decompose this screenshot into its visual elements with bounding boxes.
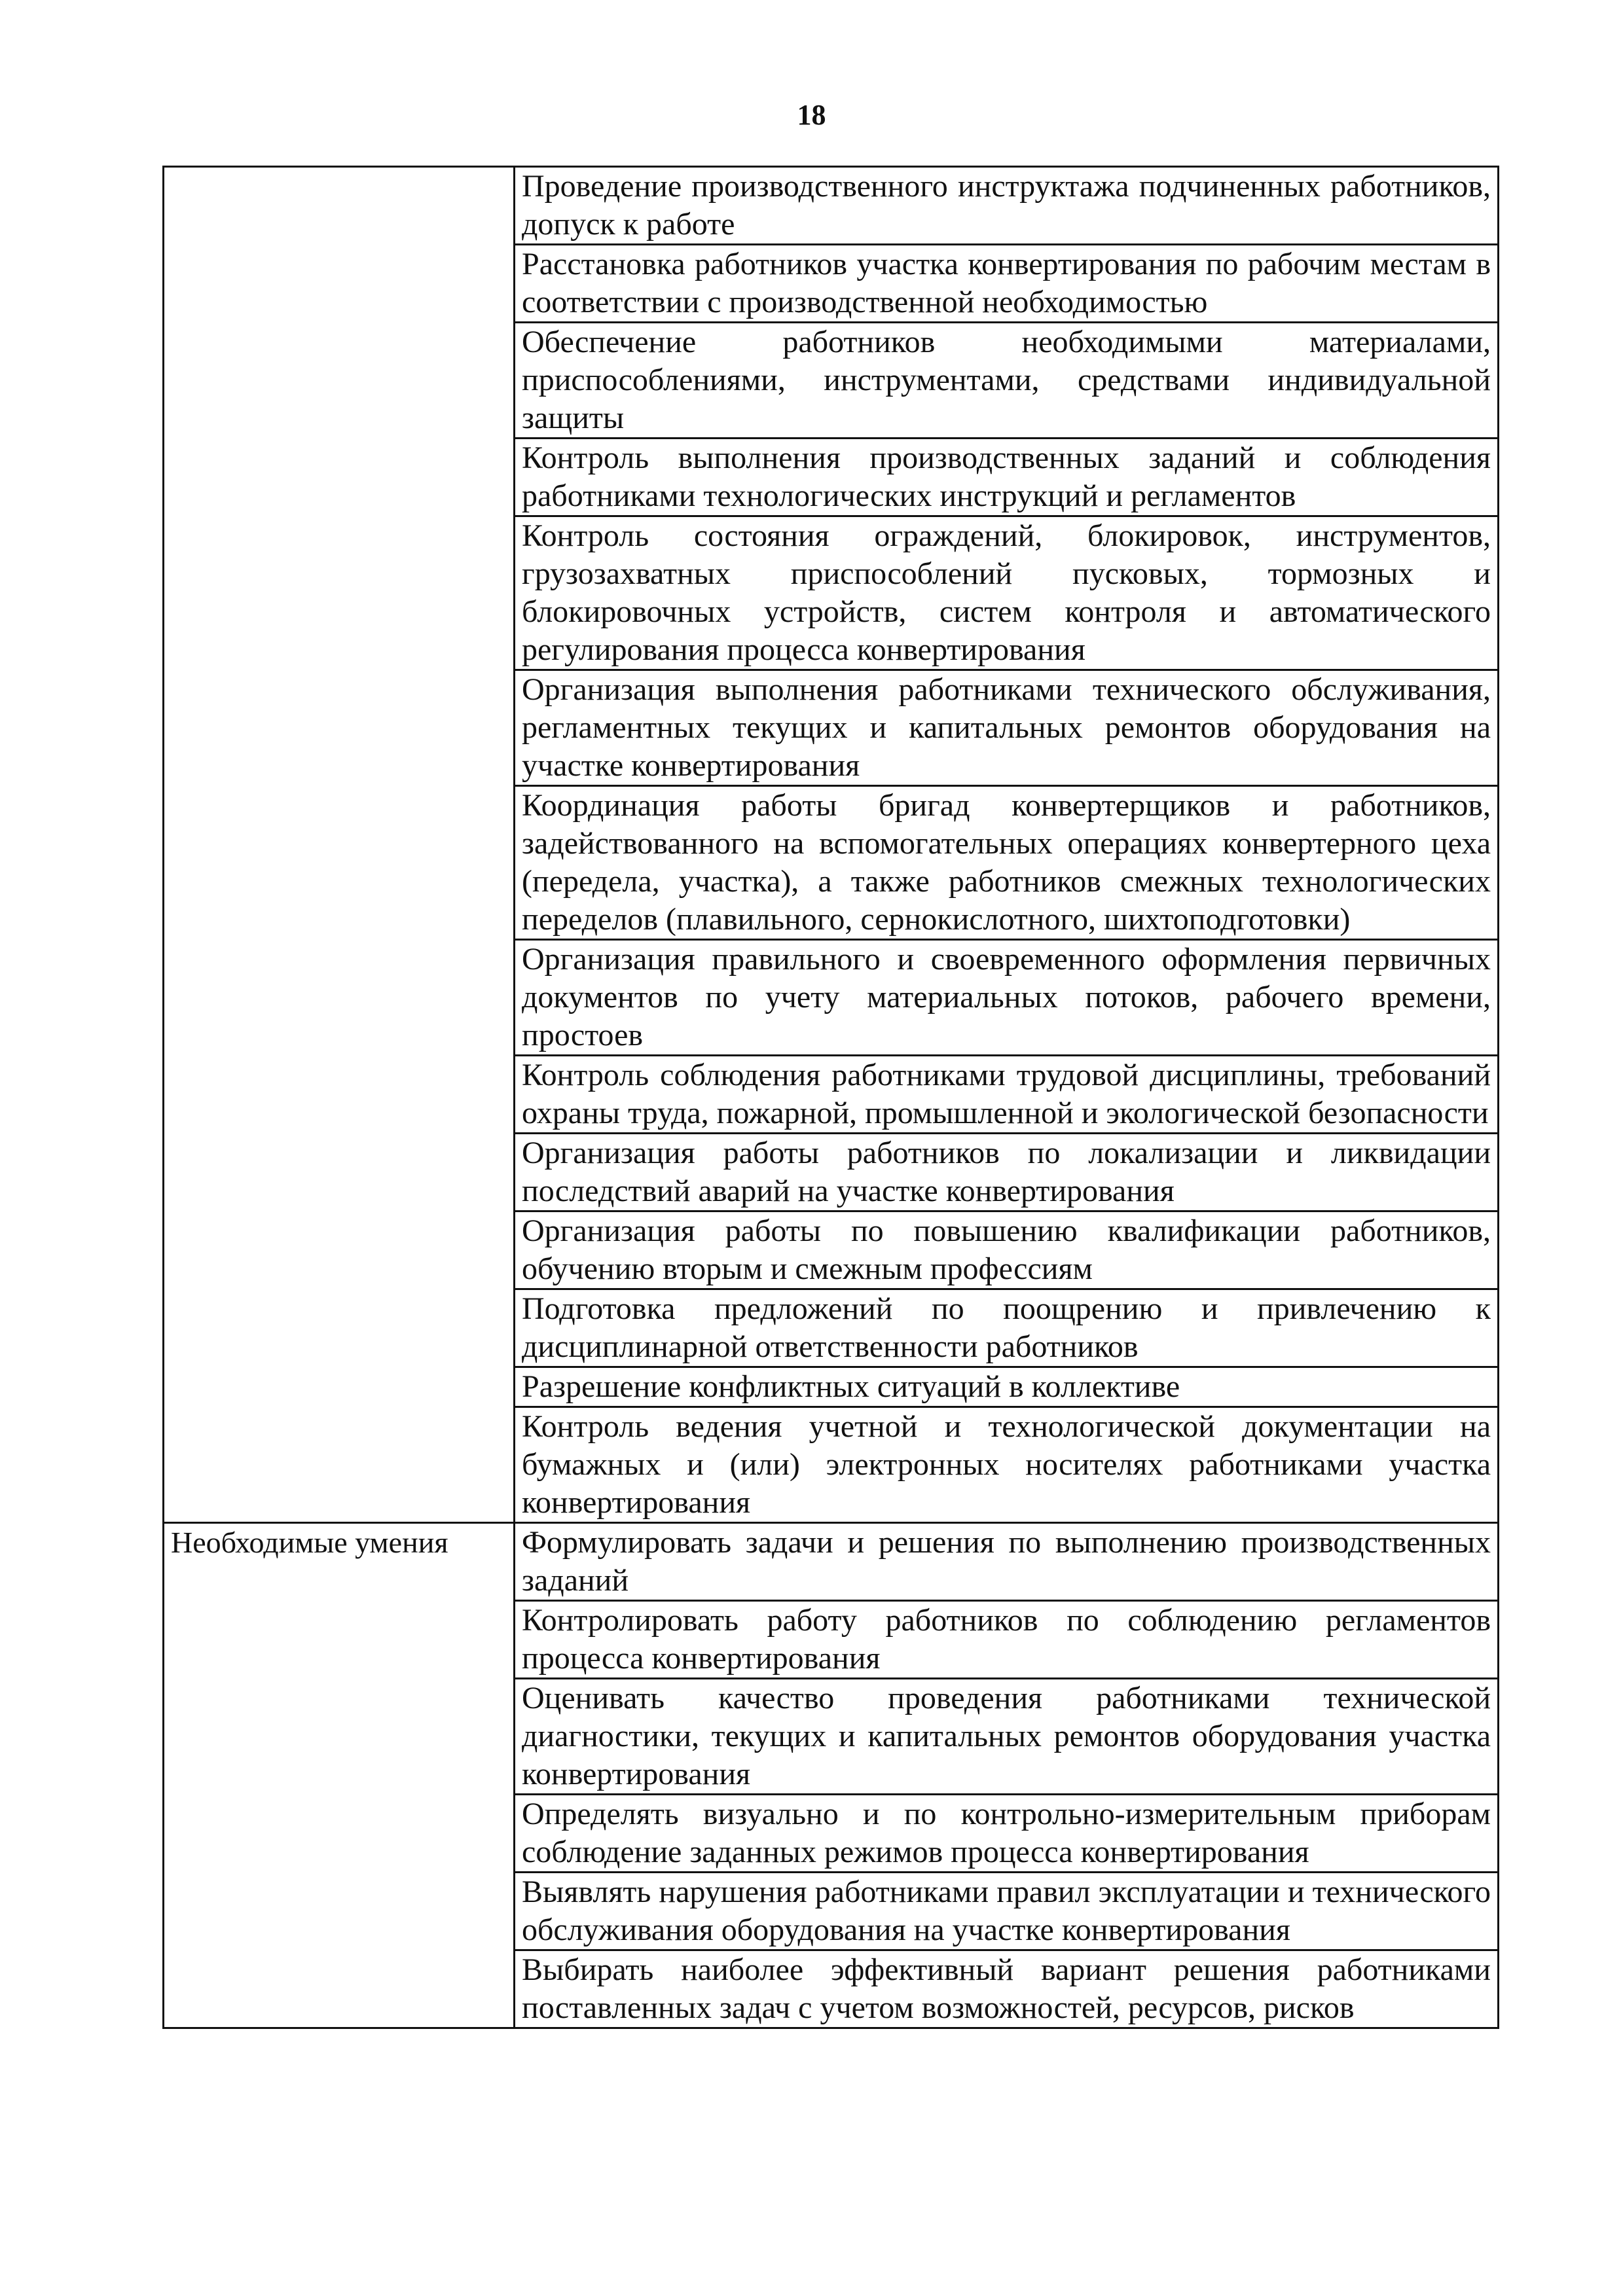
skill-item: Оценивать качество проведения работниками технической диагностики, текущих и капитальных ремонтов оборудования участка конвертирования: [515, 1679, 1499, 1795]
labor-action-item: Расстановка работников участка конвертирования по рабочим местам в соответствии с производственной необходимостью: [515, 245, 1499, 323]
labor-action-item: Организация выполнения работниками технического обслуживания, регламентных текущих и капитальных ремонтов оборудования на участке конвертирования: [515, 670, 1499, 786]
page-number: 18: [797, 99, 826, 131]
table-row: [164, 1523, 1499, 1601]
table-row: [164, 167, 1499, 245]
labor-action-item: Контроль состояния ограждений, блокировок, инструментов, грузозахватных приспособлений пусковых, тормозных и блокировочных устройств, систем контроля и автоматического регулирования процесса конвертирования: [515, 516, 1499, 670]
labor-action-item: Проведение производственного инструктажа подчиненных работников, допуск к работе: [515, 167, 1499, 245]
labor-actions-label-cell: [164, 167, 515, 1523]
labor-action-item: Координация работы бригад конвертерщиков и работников, задействованного на вспомогательных операциях конвертерного цеха (передела, участка), а также работников смежных технологических переделов (плавильного, сернокислотного, шихтоподготовки): [515, 786, 1499, 940]
skill-item: Формулировать задачи и решения по выполнению производственных заданий: [515, 1523, 1499, 1601]
labor-action-item: Контроль выполнения производственных заданий и соблюдения работниками технологических инструкций и регламентов: [515, 439, 1499, 516]
labor-action-item: Организация работы по повышению квалификации работников, обучению вторым и смежным профессиям: [515, 1211, 1499, 1289]
competency-table: [162, 166, 1499, 2029]
skill-item: Определять визуально и по контрольно-измерительным приборам соблюдение заданных режимов процесса конвертирования: [515, 1795, 1499, 1873]
labor-action-item: Подготовка предложений по поощрению и привлечению к дисциплинарной ответственности работников: [515, 1289, 1499, 1367]
labor-action-item: Организация правильного и своевременного оформления первичных документов по учету материальных потоков, рабочего времени, простоев: [515, 940, 1499, 1056]
labor-action-item: Контроль ведения учетной и технологической документации на бумажных и (или) электронных носителях работниками участка конвертирования: [515, 1407, 1499, 1523]
labor-action-item: Обеспечение работников необходимыми материалами, приспособлениями, инструментами, средствами индивидуальной защиты: [515, 323, 1499, 439]
labor-action-item: Контроль соблюдения работниками трудовой дисциплины, требований охраны труда, пожарной, промышленной и экологической безопасности: [515, 1056, 1499, 1134]
labor-action-item: Разрешение конфликтных ситуаций в коллективе: [515, 1367, 1499, 1407]
skills-label-cell: Необходимые умения: [164, 1523, 515, 2028]
skill-item: Выявлять нарушения работниками правил эксплуатации и технического обслуживания оборудования на участке конвертирования: [515, 1873, 1499, 1950]
labor-action-item: Организация работы работников по локализации и ликвидации последствий аварий на участке конвертирования: [515, 1134, 1499, 1211]
skill-item: Контролировать работу работников по соблюдению регламентов процесса конвертирования: [515, 1601, 1499, 1679]
skill-item: Выбирать наиболее эффективный вариант решения работниками поставленных задач с учетом возможностей, ресурсов, рисков: [515, 1950, 1499, 2028]
